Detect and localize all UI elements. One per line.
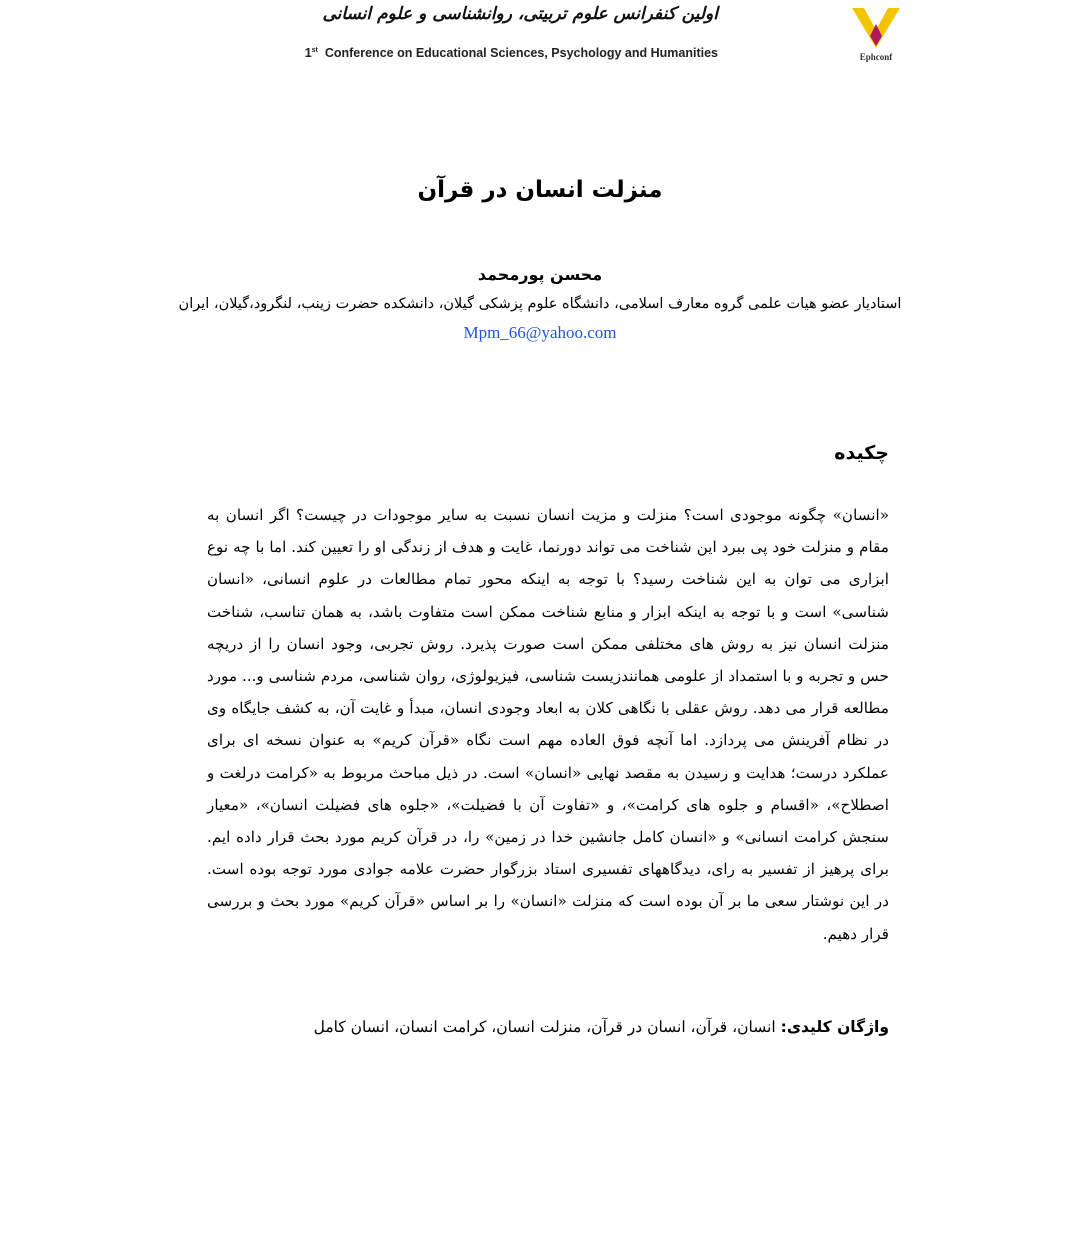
conference-logo xyxy=(848,6,904,64)
abstract-heading: چکیده xyxy=(834,442,889,464)
conference-number: 1 xyxy=(304,46,312,60)
conference-title-fa: اولین کنفرانس علوم تربیتی، روانشناسی و علوم انسانی xyxy=(322,4,718,24)
conference-title-en xyxy=(300,46,718,60)
paper-title: منزلت انسان در قرآن xyxy=(417,177,663,203)
abstract-body: «انسان» چگونه موجودی است؟ منزلت و مزیت انسان نسبت به سایر موجودات در چیست؟ اگر انسان به مقام و منزلت خود پی ببرد این شناخت می تواند دورنما، غایت و هدف از زندگی او را تعیین کند. اما با چه نوع ابزاری می توان به این شناخت رسید؟ با توجه به اینکه محور تمام مطالعات در علوم انسانی، «انسان شناسی» است و با توجه به اینکه ابزار و منابع شناخت ممکن است متفاوت باشد، به همان تناسب، شناخت منزلت انسان نیز به روش های مختلفی ممکن است صورت پذیرد. روش تجربی، وجود انسان را از دریچه حس و تجربه و با استمداد از علومی همانندزیست شناسی، فیزیولوژی، روان شناسی، مردم شناسی و... مورد مطالعه قرار می دهد. روش عقلی با نگاهی کلان به ابعاد وجودی انسان، مبدأ و غایت آن، به کشف جایگاه وی در نظام آفرینش می پردازد. اما آنچه فوق العاده مهم است نگاه «قرآن کریم» به عنوان نسخه ای برای عملکرد درست؛ هدایت و رسیدن به مقصد نهایی «انسان» است. در ذیل مباحث مربوط به «کرامت درلغت و اصطلاح»، «اقسام و جلوه های کرامت»، و «تفاوت آن با فضیلت»، «جلوه های فضیلت انسان»، «معیار سنجش کرامت انسانی» و «انسان کامل جانشین خدا در زمین» را، در قرآن کریم مورد بحث قرار داده ایم. برای پرهیز از تفسیر به رای، دیدگاههای تفسیری استاد بزرگوار حضرت علامه جوادی مورد توجه بوده است. در این نوشتار سعی ما بر آن بوده است که منزلت «انسان» را بر اساس «قرآن کریم» مورد بحث و بررسی قرار دهیم. xyxy=(207,506,889,943)
keywords xyxy=(207,1018,889,1036)
author-name: محسن پورمحمد xyxy=(477,265,603,284)
author-affiliation: استادیار عضو هیات علمی گروه معارف اسلامی، دانشگاه علوم پزشکی گیلان، دانشکده حضرت زینب، لنگرود،گیلان، ایران xyxy=(178,296,902,312)
logo-v-icon xyxy=(850,6,902,50)
conference-ordinal: st xyxy=(311,46,318,54)
logo-text: Ephconf xyxy=(859,52,893,62)
keywords-label: واژگان کلیدی: xyxy=(780,1018,889,1036)
author-email[interactable]: Mpm_66@yahoo.com xyxy=(463,323,617,342)
conference-name: Conference on Educational Sciences, Psychology and Humanities xyxy=(324,46,718,60)
keywords-list: انسان، قرآن، انسان در قرآن، منزلت انسان، کرامت انسان، انسان کامل xyxy=(313,1018,776,1036)
